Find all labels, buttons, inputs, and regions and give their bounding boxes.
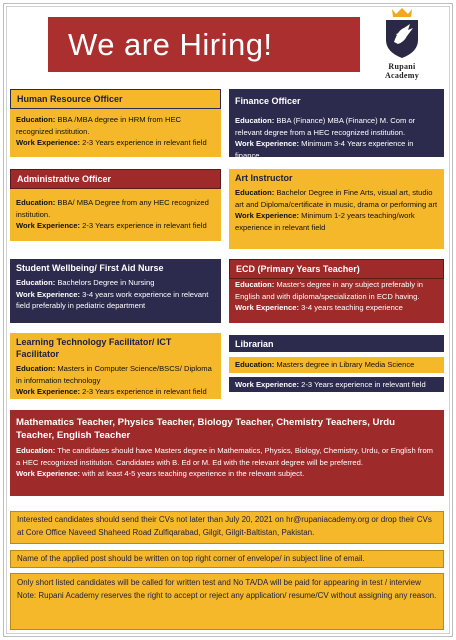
job-education: Education: Masters degree in Library Media Science xyxy=(229,357,444,373)
job-title: Art Instructor xyxy=(229,169,444,187)
job-title: Finance Officer xyxy=(229,89,444,110)
job-card-librarian xyxy=(229,335,444,397)
job-experience: Work Experience: 2-3 Years experience in relevant field xyxy=(16,138,207,147)
post-name-instruction: Name of the applied post should be written on top right corner of envelope/ in subject line of email. xyxy=(10,550,444,568)
job-title: Student Wellbeing/ First Aid Nurse xyxy=(10,259,221,277)
hiring-banner xyxy=(48,17,360,72)
job-experience: Work Experience: Minimum 3-4 Years experience in finance xyxy=(235,139,414,160)
application-instructions: Interested candidates should send their CVs not later than July 20, 2021 on hr@rupaniacademy.org or drop their CVs at Core Office Naveed Shaheed Road Zulfiqarabad, Gilgit, Gilgit-Baltistan, Pakistan. xyxy=(10,511,444,544)
job-title: Administrative Officer xyxy=(10,169,221,189)
job-card-ecd-teacher xyxy=(229,259,444,323)
job-education: Education: The candidates should have Masters degree in Mathematics, Physics, Biology, Chemistry, Urdu, or English from a HEC recognized institution. Candidates with B. Ed or M. Ed with the relevant degree will be preferred. xyxy=(16,446,433,467)
job-card-admin-officer xyxy=(10,169,221,241)
job-experience: Work Experience: 2-3 Years experience in relevant field xyxy=(16,221,207,230)
job-experience: Work Experience: 2-3 Years experience in relevant field xyxy=(16,387,207,396)
job-education: Education: Bachelor Degree in Fine Arts, visual art, studio art and Diploma/certificate in music, drama or performing art xyxy=(235,188,438,209)
job-experience: Work Experience: with at least 4-5 years teaching experience in the relevant subject. xyxy=(16,469,305,478)
job-card-art-instructor xyxy=(229,169,444,249)
job-title: Human Resource Officer xyxy=(10,89,221,109)
job-experience: Work Experience: 2-3 Years experience in relevant field xyxy=(229,377,444,393)
job-experience: Work Experience: 3-4 years teaching experience xyxy=(235,303,403,312)
reservation-note: Note: Rupani Academy reserves the right to accept or reject any application/ resume/CV without assigning any reason. xyxy=(17,590,437,600)
academy-logo xyxy=(371,6,433,82)
job-card-finance-officer xyxy=(229,89,444,160)
shortlist-notice xyxy=(10,573,444,630)
job-card-subject-teachers xyxy=(10,410,444,496)
shortlist-text: Only short listed candidates will be called for written test and No TA/DA will be paid for appearing in test / interview xyxy=(17,578,421,587)
job-experience: Work Experience: Minimum 1-2 years teaching/work experience in relevant field xyxy=(235,211,415,232)
job-card-nurse xyxy=(10,259,221,323)
job-title: Mathematics Teacher, Physics Teacher, Biology Teacher, Chemistry Teachers, Urdu Teacher, English Teacher xyxy=(16,417,395,441)
crest-icon xyxy=(380,6,424,60)
job-card-ict-facilitator xyxy=(10,333,221,399)
job-education: Education: BBA (Finance) MBA (Finance) M. Com or relevant degree from a HEC recognized institution. xyxy=(235,116,416,137)
job-title: Librarian xyxy=(229,335,444,352)
job-education: Education: Master's degree in any subject preferably in English and with diploma/specialization in ECD having. xyxy=(235,280,424,301)
job-education: Education: BBA /MBA degree in HRM from HEC recognized institution. xyxy=(16,115,182,136)
job-title: ECD (Primary Years Teacher) xyxy=(229,259,444,279)
job-education: Education: Masters in Computer Science/BSCS/ Diploma in information technology xyxy=(16,364,212,385)
job-experience: Work Experience: 3-4 years work experience in relevant field preferably in pediatric department xyxy=(16,289,209,310)
job-card-hr-officer xyxy=(10,89,221,157)
job-education: Education: Bachelors Degree in Nursing xyxy=(16,278,155,287)
academy-name: Rupani Academy xyxy=(384,62,420,80)
job-title: Learning Technology Facilitator/ ICT Facilitator xyxy=(16,337,172,359)
page-title: We are Hiring! xyxy=(68,26,273,62)
job-education: Education: BBA/ MBA Degree from any HEC recognized institution. xyxy=(16,198,209,219)
